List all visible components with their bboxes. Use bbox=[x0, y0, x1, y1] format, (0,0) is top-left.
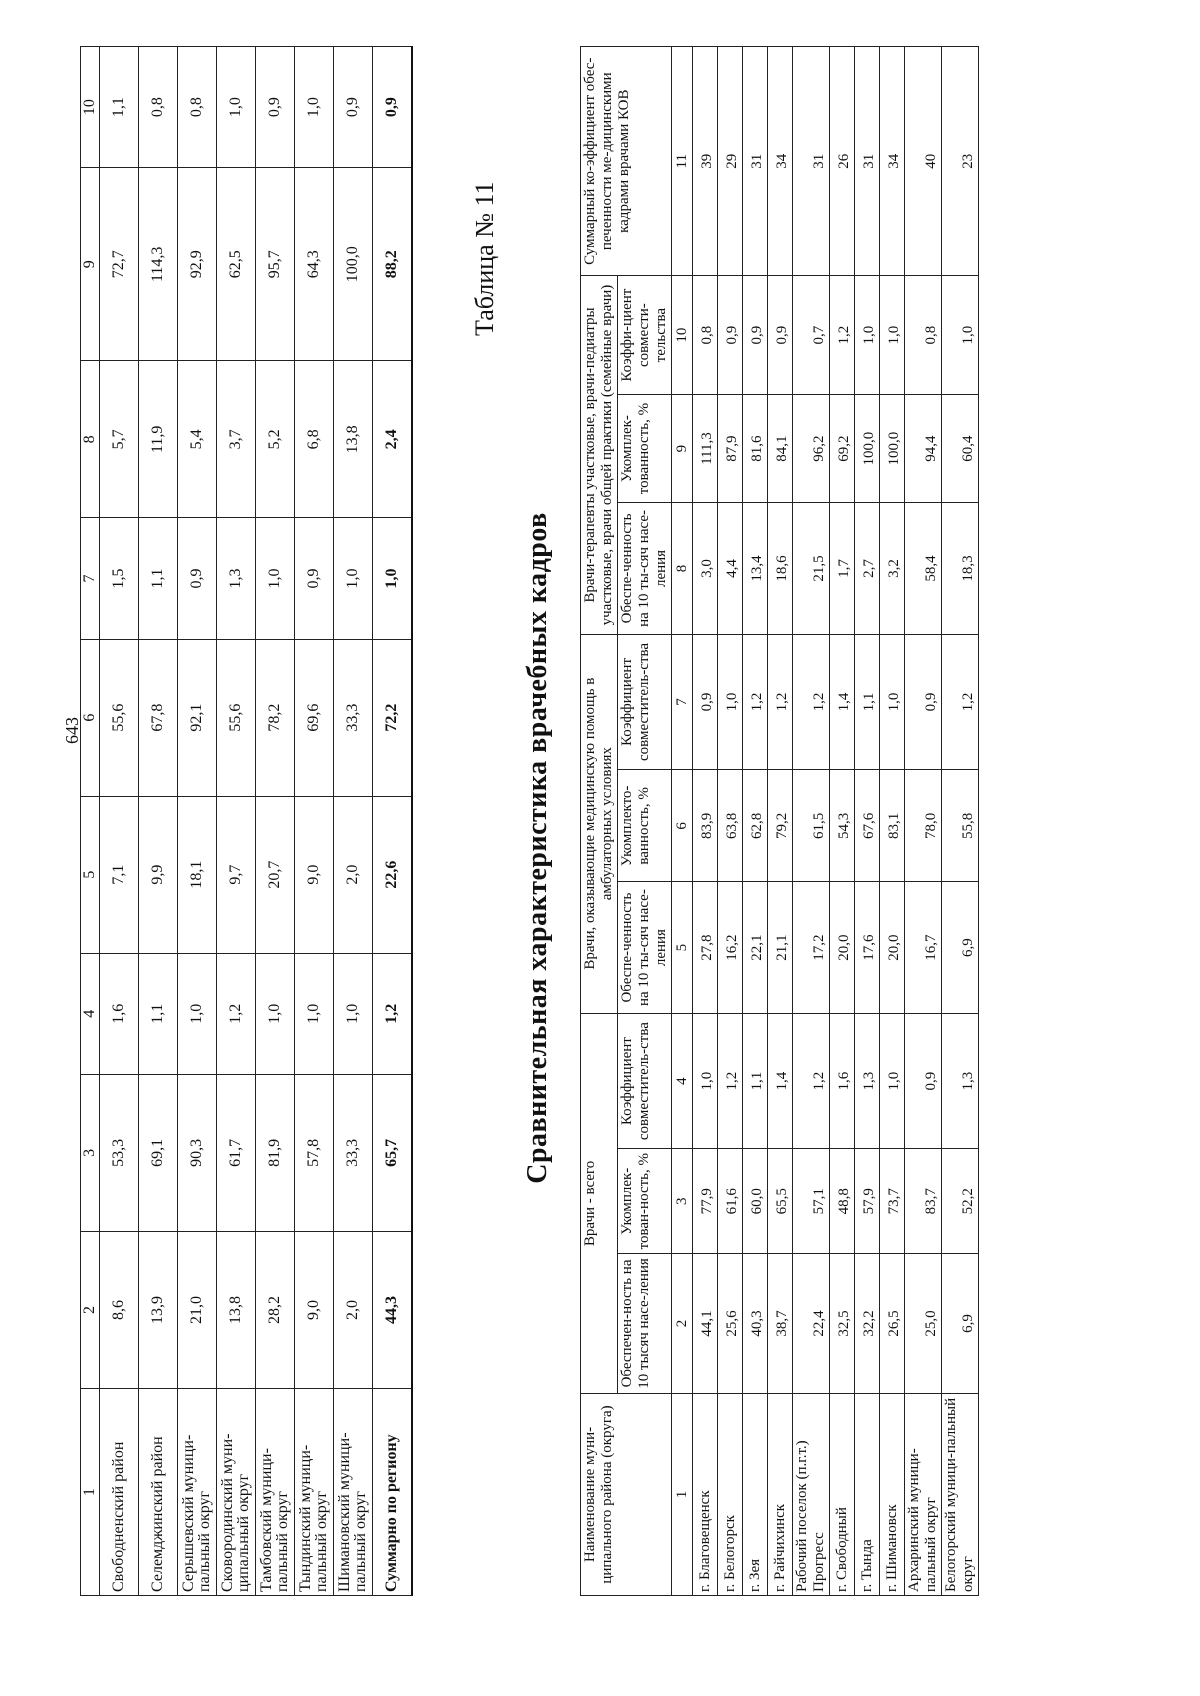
cell: 69,6 bbox=[295, 639, 334, 796]
cell: 1,3 bbox=[855, 1013, 880, 1149]
cell: 22,6 bbox=[373, 796, 413, 953]
cell: 9,0 bbox=[295, 1231, 334, 1388]
cell: 48,8 bbox=[830, 1149, 855, 1253]
header-sub: Обеспе-ченность на 10 ты-сяч насе-ления bbox=[618, 503, 672, 634]
cell: 111,3 bbox=[693, 394, 718, 502]
row-name: Сковородинский муни-ципальный округ bbox=[217, 1389, 256, 1596]
table-row bbox=[295, 47, 334, 1596]
cell: 55,6 bbox=[100, 639, 139, 796]
cell: 1,2 bbox=[373, 953, 413, 1074]
cell: 26,5 bbox=[880, 1253, 905, 1393]
column-number: 8 bbox=[81, 361, 100, 518]
cell: 61,5 bbox=[793, 770, 830, 882]
cell: 1,1 bbox=[139, 518, 178, 639]
cell: 1,0 bbox=[880, 1013, 905, 1149]
cell: 1,1 bbox=[743, 1013, 768, 1149]
cell: 7,1 bbox=[100, 796, 139, 953]
cell: 1,3 bbox=[942, 1013, 979, 1149]
cell: 0,9 bbox=[178, 518, 217, 639]
row-name: Свободненский район bbox=[100, 1389, 139, 1596]
column-number: 6 bbox=[81, 639, 100, 796]
cell: 1,0 bbox=[334, 518, 373, 639]
cell: 72,2 bbox=[373, 639, 413, 796]
table-row bbox=[693, 47, 718, 1596]
cell: 17,6 bbox=[855, 882, 880, 1013]
header-row-groups bbox=[581, 47, 618, 1596]
cell: 6,9 bbox=[942, 1253, 979, 1393]
cell: 8,6 bbox=[100, 1231, 139, 1388]
row-name: г. Райчихинск bbox=[768, 1394, 793, 1596]
cell: 34 bbox=[768, 47, 793, 276]
cell: 13,4 bbox=[743, 503, 768, 634]
header-group-amb: Врачи, оказывающие медицинскую помощь в амбулаторных условиях bbox=[581, 634, 618, 1013]
cell: 39 bbox=[693, 47, 718, 276]
cell: 2,0 bbox=[334, 796, 373, 953]
cell: 0,8 bbox=[905, 276, 942, 394]
table-header-row bbox=[81, 47, 100, 1596]
cell: 6,9 bbox=[942, 882, 979, 1013]
cell: 13,9 bbox=[139, 1231, 178, 1388]
row-name: Тамбовский муници-пальный округ bbox=[256, 1389, 295, 1596]
column-number: 3 bbox=[81, 1074, 100, 1231]
cell: 31 bbox=[743, 47, 768, 276]
cell: 84,1 bbox=[768, 394, 793, 502]
row-name: г. Шимановск bbox=[880, 1394, 905, 1596]
table-row bbox=[905, 47, 942, 1596]
cell: 60,0 bbox=[743, 1149, 768, 1253]
cell: 9,9 bbox=[139, 796, 178, 953]
cell: 90,3 bbox=[178, 1074, 217, 1231]
column-number: 2 bbox=[672, 1253, 693, 1393]
cell: 18,6 bbox=[768, 503, 793, 634]
cell: 9,0 bbox=[295, 796, 334, 953]
table-row bbox=[942, 47, 979, 1596]
header-sub: Укомплек-тованность, % bbox=[618, 394, 672, 502]
cell: 72,7 bbox=[100, 168, 139, 361]
cell: 17,2 bbox=[793, 882, 830, 1013]
cell: 73,7 bbox=[880, 1149, 905, 1253]
regional-indicators-table bbox=[80, 46, 413, 1596]
cell: 55,6 bbox=[217, 639, 256, 796]
row-name: Рабочий поселок (п.г.т.) Прогресс bbox=[793, 1394, 830, 1596]
table-row bbox=[256, 47, 295, 1596]
row-name: г. Зея bbox=[743, 1394, 768, 1596]
column-number: 4 bbox=[672, 1013, 693, 1149]
cell: 38,7 bbox=[768, 1253, 793, 1393]
cell: 1,0 bbox=[295, 47, 334, 168]
column-number: 2 bbox=[81, 1231, 100, 1388]
header-sub: Обеспе-ченность на 10 ты-сяч насе-ления bbox=[618, 882, 672, 1013]
header-row-sub bbox=[618, 47, 672, 1596]
cell: 1,0 bbox=[880, 634, 905, 770]
cell: 20,0 bbox=[830, 882, 855, 1013]
cell: 26 bbox=[830, 47, 855, 276]
table-row bbox=[139, 47, 178, 1596]
cell: 92,1 bbox=[178, 639, 217, 796]
column-number: 7 bbox=[672, 634, 693, 770]
header-name: Наименование муни-ципального района (округа) bbox=[581, 1394, 672, 1596]
column-number-row bbox=[672, 47, 693, 1596]
row-name: Селемджинский район bbox=[139, 1389, 178, 1596]
cell: 0,9 bbox=[768, 276, 793, 394]
cell: 20,7 bbox=[256, 796, 295, 953]
table-row bbox=[334, 47, 373, 1596]
cell: 1,1 bbox=[100, 47, 139, 168]
column-number: 3 bbox=[672, 1149, 693, 1253]
cell: 22,4 bbox=[793, 1253, 830, 1393]
column-number: 5 bbox=[81, 796, 100, 953]
cell: 23 bbox=[942, 47, 979, 276]
header-sub: Обеспечен-ность на 10 тысяч насе-ления bbox=[618, 1253, 672, 1393]
header-sub: Укомплекто-ванность, % bbox=[618, 770, 672, 882]
cell: 0,9 bbox=[373, 47, 413, 168]
cell: 33,3 bbox=[334, 639, 373, 796]
cell: 25,0 bbox=[905, 1253, 942, 1393]
cell: 44,3 bbox=[373, 1231, 413, 1388]
cell: 67,8 bbox=[139, 639, 178, 796]
cell: 62,5 bbox=[217, 168, 256, 361]
cell: 0,9 bbox=[743, 276, 768, 394]
cell: 57,9 bbox=[855, 1149, 880, 1253]
cell: 21,1 bbox=[768, 882, 793, 1013]
row-name: г. Тында bbox=[855, 1394, 880, 1596]
cell: 0,9 bbox=[693, 634, 718, 770]
cell: 1,0 bbox=[217, 47, 256, 168]
table-row bbox=[217, 47, 256, 1596]
row-name: Белогорский муници-пальный округ bbox=[942, 1394, 979, 1596]
cell: 61,6 bbox=[718, 1149, 743, 1253]
header-sub: Укомплек-тован-ность, % bbox=[618, 1149, 672, 1253]
cell: 1,0 bbox=[178, 953, 217, 1074]
row-name: г. Благовещенск bbox=[693, 1394, 718, 1596]
cell: 1,0 bbox=[256, 953, 295, 1074]
cell: 57,1 bbox=[793, 1149, 830, 1253]
cell: 21,0 bbox=[178, 1231, 217, 1388]
cell: 58,4 bbox=[905, 503, 942, 634]
cell: 81,9 bbox=[256, 1074, 295, 1231]
cell: 9,7 bbox=[217, 796, 256, 953]
row-name: Архаринский муници-пальный округ bbox=[905, 1394, 942, 1596]
cell: 87,9 bbox=[718, 394, 743, 502]
cell: 2,0 bbox=[334, 1231, 373, 1388]
cell: 60,4 bbox=[942, 394, 979, 502]
column-number: 1 bbox=[672, 1394, 693, 1596]
cell: 21,5 bbox=[793, 503, 830, 634]
cell: 0,8 bbox=[178, 47, 217, 168]
table-row bbox=[718, 47, 743, 1596]
column-number: 4 bbox=[81, 953, 100, 1074]
cell: 1,2 bbox=[217, 953, 256, 1074]
header-sub: Коэффициент совместитель-ства bbox=[618, 634, 672, 770]
cell: 18,1 bbox=[178, 796, 217, 953]
cell: 1,2 bbox=[718, 1013, 743, 1149]
cell: 83,1 bbox=[880, 770, 905, 882]
header-total: Суммарный ко-эффициент обес-печенности ме-дицинскими кадрами врачами КОВ bbox=[581, 47, 672, 276]
column-number: 7 bbox=[81, 518, 100, 639]
cell: 1,4 bbox=[830, 634, 855, 770]
cell: 5,2 bbox=[256, 361, 295, 518]
cell: 3,0 bbox=[693, 503, 718, 634]
cell: 95,7 bbox=[256, 168, 295, 361]
cell: 62,8 bbox=[743, 770, 768, 882]
cell: 100,0 bbox=[880, 394, 905, 502]
section-title: Сравнительная характеристика врачебных кадров bbox=[522, 512, 553, 1184]
cell: 92,9 bbox=[178, 168, 217, 361]
cell: 1,5 bbox=[100, 518, 139, 639]
cell: 3,2 bbox=[880, 503, 905, 634]
cell: 64,3 bbox=[295, 168, 334, 361]
cell: 27,8 bbox=[693, 882, 718, 1013]
cell: 1,0 bbox=[942, 276, 979, 394]
table-row bbox=[100, 47, 139, 1596]
cell: 1,2 bbox=[830, 276, 855, 394]
cell: 69,2 bbox=[830, 394, 855, 502]
cell: 52,2 bbox=[942, 1149, 979, 1253]
cell: 54,3 bbox=[830, 770, 855, 882]
cell: 31 bbox=[855, 47, 880, 276]
cell: 79,2 bbox=[768, 770, 793, 882]
column-number: 8 bbox=[672, 503, 693, 634]
cell: 100,0 bbox=[855, 394, 880, 502]
cell: 1,2 bbox=[743, 634, 768, 770]
cell: 28,2 bbox=[256, 1231, 295, 1388]
cell: 65,7 bbox=[373, 1074, 413, 1231]
cell: 31 bbox=[793, 47, 830, 276]
column-number: 10 bbox=[81, 47, 100, 168]
cell: 11,9 bbox=[139, 361, 178, 518]
cell: 1,4 bbox=[768, 1013, 793, 1149]
cell: 4,4 bbox=[718, 503, 743, 634]
column-number: 6 bbox=[672, 770, 693, 882]
cell: 0,8 bbox=[693, 276, 718, 394]
cell: 13,8 bbox=[217, 1231, 256, 1388]
cell: 18,3 bbox=[942, 503, 979, 634]
cell: 0,9 bbox=[334, 47, 373, 168]
table-row bbox=[880, 47, 905, 1596]
cell: 5,7 bbox=[100, 361, 139, 518]
cell: 25,6 bbox=[718, 1253, 743, 1393]
cell: 83,9 bbox=[693, 770, 718, 882]
cell: 1,1 bbox=[139, 953, 178, 1074]
cell: 20,0 bbox=[880, 882, 905, 1013]
cell: 69,1 bbox=[139, 1074, 178, 1231]
cell: 2,7 bbox=[855, 503, 880, 634]
cell: 29 bbox=[718, 47, 743, 276]
cell: 1,3 bbox=[217, 518, 256, 639]
column-number: 10 bbox=[672, 276, 693, 394]
cell: 1,0 bbox=[373, 518, 413, 639]
header-group-ter: Врачи-терапевты участковые, врачи-педиатры участковые, врачи общей практики (семейные врачи) bbox=[581, 276, 618, 634]
cell: 1,0 bbox=[295, 953, 334, 1074]
table-row bbox=[743, 47, 768, 1596]
cell: 34 bbox=[880, 47, 905, 276]
row-name: Шимановский муници-пальный округ bbox=[334, 1389, 373, 1596]
cell: 55,8 bbox=[942, 770, 979, 882]
cell: 1,6 bbox=[830, 1013, 855, 1149]
cell: 1,1 bbox=[855, 634, 880, 770]
cell: 0,9 bbox=[905, 1013, 942, 1149]
column-number: 9 bbox=[81, 168, 100, 361]
cell: 2,4 bbox=[373, 361, 413, 518]
row-name: Суммарно по региону bbox=[373, 1389, 413, 1596]
cell: 32,5 bbox=[830, 1253, 855, 1393]
header-sub: Коэффи-циент совмести-тельства bbox=[618, 276, 672, 394]
cell: 53,3 bbox=[100, 1074, 139, 1231]
cell: 1,7 bbox=[830, 503, 855, 634]
cell: 78,2 bbox=[256, 639, 295, 796]
column-number: 11 bbox=[672, 47, 693, 276]
row-name: Тындинский муници-пальный округ bbox=[295, 1389, 334, 1596]
cell: 77,9 bbox=[693, 1149, 718, 1253]
column-number: 5 bbox=[672, 882, 693, 1013]
cell: 13,8 bbox=[334, 361, 373, 518]
table-row bbox=[830, 47, 855, 1596]
cell: 63,8 bbox=[718, 770, 743, 882]
cell: 1,2 bbox=[768, 634, 793, 770]
table-row bbox=[178, 47, 217, 1596]
column-number: 9 bbox=[672, 394, 693, 502]
table-row-total bbox=[373, 47, 413, 1596]
cell: 1,2 bbox=[942, 634, 979, 770]
cell: 83,7 bbox=[905, 1149, 942, 1253]
cell: 1,2 bbox=[793, 634, 830, 770]
cell: 0,8 bbox=[139, 47, 178, 168]
table-row bbox=[855, 47, 880, 1596]
cell: 61,7 bbox=[217, 1074, 256, 1231]
cell: 1,6 bbox=[100, 953, 139, 1074]
cell: 16,7 bbox=[905, 882, 942, 1013]
cell: 40 bbox=[905, 47, 942, 276]
cell: 0,9 bbox=[295, 518, 334, 639]
cell: 33,3 bbox=[334, 1074, 373, 1231]
header-sub: Коэффициент совместитель-ства bbox=[618, 1013, 672, 1149]
cell: 1,0 bbox=[718, 634, 743, 770]
cell: 65,5 bbox=[768, 1149, 793, 1253]
staff-comparison-table bbox=[580, 46, 979, 1596]
cell: 1,0 bbox=[256, 518, 295, 639]
cell: 44,1 bbox=[693, 1253, 718, 1393]
cell: 67,6 bbox=[855, 770, 880, 882]
cell: 0,9 bbox=[718, 276, 743, 394]
cell: 0,9 bbox=[256, 47, 295, 168]
cell: 5,4 bbox=[178, 361, 217, 518]
cell: 78,0 bbox=[905, 770, 942, 882]
cell: 1,0 bbox=[334, 953, 373, 1074]
cell: 1,0 bbox=[880, 276, 905, 394]
cell: 96,2 bbox=[793, 394, 830, 502]
cell: 0,9 bbox=[905, 634, 942, 770]
cell: 88,2 bbox=[373, 168, 413, 361]
cell: 40,3 bbox=[743, 1253, 768, 1393]
cell: 81,6 bbox=[743, 394, 768, 502]
page-number: 643 bbox=[62, 717, 82, 744]
cell: 1,0 bbox=[693, 1013, 718, 1149]
cell: 16,2 bbox=[718, 882, 743, 1013]
cell: 32,2 bbox=[855, 1253, 880, 1393]
cell: 22,1 bbox=[743, 882, 768, 1013]
row-name: Серышевский муници-пальный округ bbox=[178, 1389, 217, 1596]
cell: 1,2 bbox=[793, 1013, 830, 1149]
header-group-all: Врачи - всего bbox=[581, 1013, 618, 1393]
cell: 100,0 bbox=[334, 168, 373, 361]
cell: 0,7 bbox=[793, 276, 830, 394]
cell: 94,4 bbox=[905, 394, 942, 502]
cell: 57,8 bbox=[295, 1074, 334, 1231]
table-row bbox=[768, 47, 793, 1596]
cell: 6,8 bbox=[295, 361, 334, 518]
cell: 114,3 bbox=[139, 168, 178, 361]
table-caption: Таблица № 11 bbox=[470, 181, 499, 336]
row-name: г. Свободный bbox=[830, 1394, 855, 1596]
cell: 3,7 bbox=[217, 361, 256, 518]
column-number: 1 bbox=[81, 1389, 100, 1596]
table-row bbox=[793, 47, 830, 1596]
row-name: г. Белогорск bbox=[718, 1394, 743, 1596]
cell: 1,0 bbox=[855, 276, 880, 394]
